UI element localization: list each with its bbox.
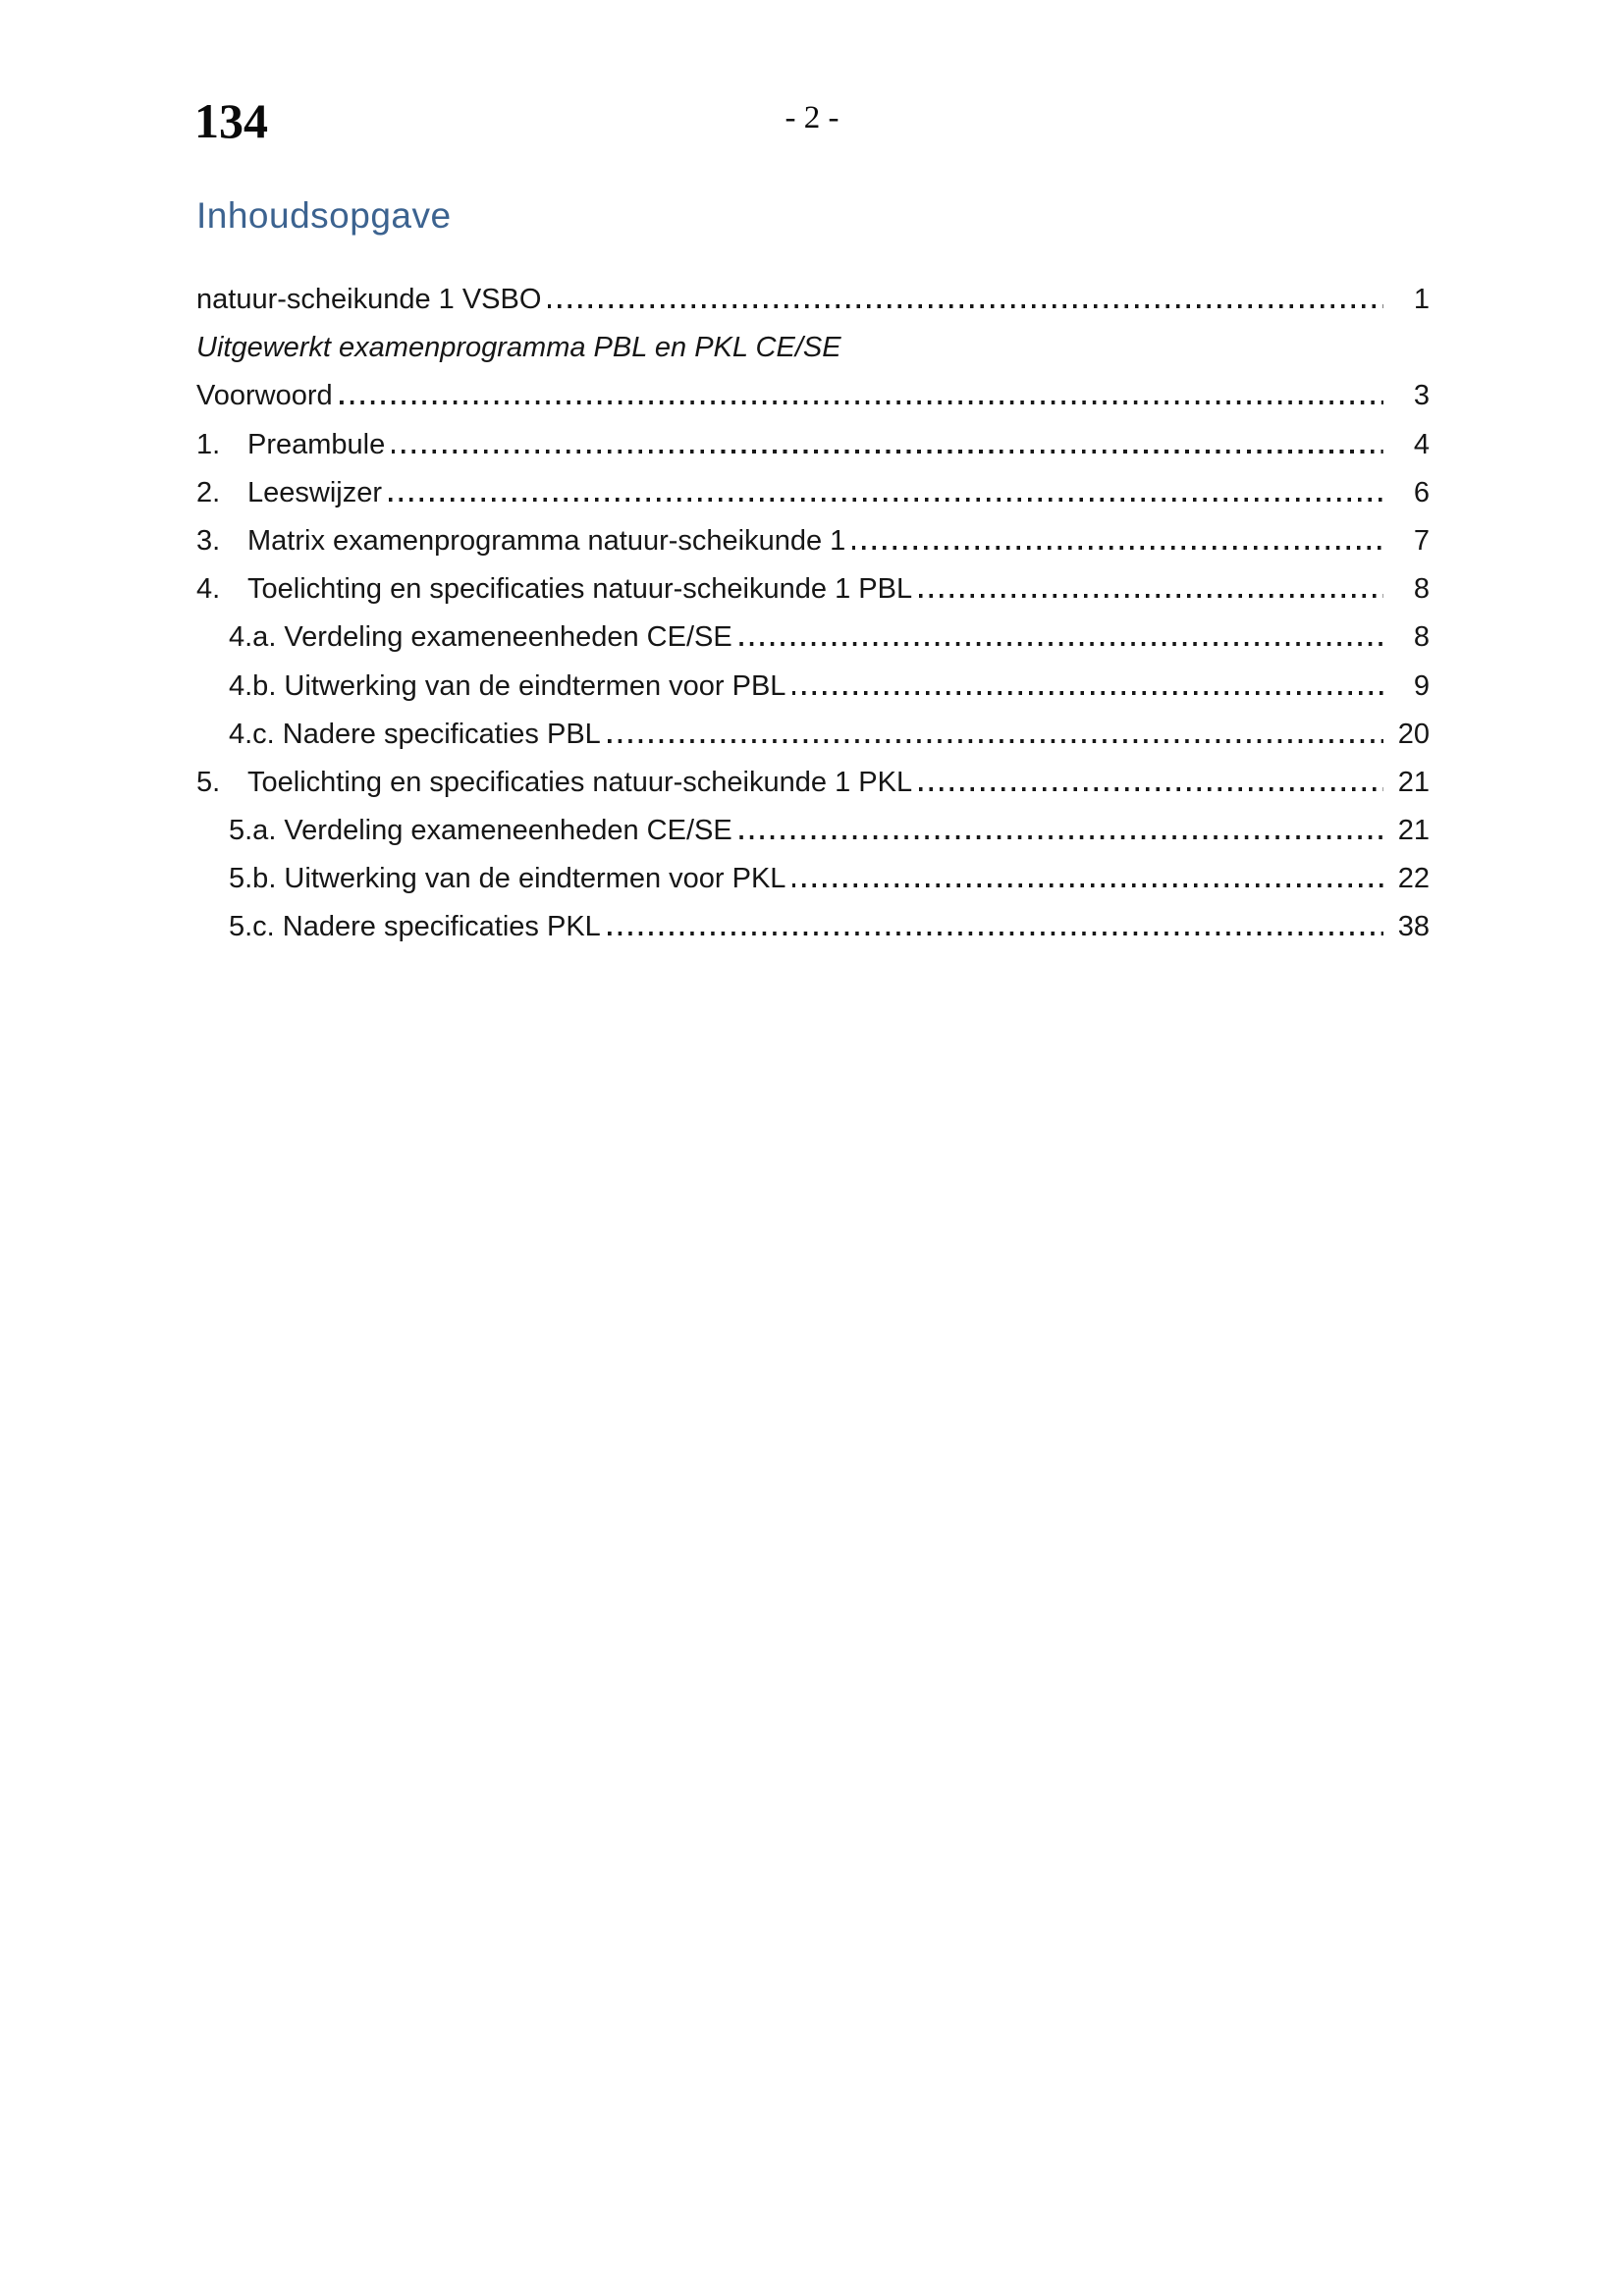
toc-leader-dots xyxy=(608,932,1383,935)
toc-entry-number: 3. xyxy=(196,524,221,557)
toc-row xyxy=(196,855,1430,903)
toc-entry-page: 7 xyxy=(1413,524,1430,557)
toc-leader-dots xyxy=(340,400,1383,404)
toc-entry-label: natuur-scheikunde 1 VSBO xyxy=(196,284,542,315)
toc-row xyxy=(196,421,1430,469)
toc-entry-label: 5.a. Verdeling exameneenheden CE/SE xyxy=(229,815,732,847)
toc-entry-page: 21 xyxy=(1397,766,1430,798)
toc-row xyxy=(196,759,1430,807)
toc-entry-label: Voorwoord xyxy=(196,380,333,412)
toc-row xyxy=(196,565,1430,614)
toc-row xyxy=(196,372,1430,420)
toc-leader-dots xyxy=(739,835,1383,839)
toc-entry-page: 8 xyxy=(1413,621,1430,654)
toc-entry-label: Toelichting en specificaties natuur-scheikunde 1 PBL xyxy=(247,573,913,606)
toc-entry-label: Uitgewerkt examenprogramma PBL en PKL CE/SE xyxy=(196,332,841,364)
toc-entry-page: 3 xyxy=(1413,380,1430,412)
toc-row xyxy=(196,807,1430,855)
toc-row xyxy=(196,903,1430,951)
toc-entry-page: 9 xyxy=(1413,669,1430,702)
toc-row xyxy=(196,469,1430,517)
toc-list xyxy=(196,276,1430,952)
toc-leader-dots xyxy=(792,691,1383,695)
header-page-number: - 2 - xyxy=(785,100,839,135)
toc-entry-label: Toelichting en specificaties natuur-scheikunde 1 PKL xyxy=(247,766,913,798)
toc-leader-dots xyxy=(392,450,1383,454)
toc-row xyxy=(196,711,1430,759)
toc-entry-number: 2. xyxy=(196,476,221,508)
toc-entry-page: 8 xyxy=(1413,573,1430,606)
toc-heading: Inhoudsopgave xyxy=(196,195,452,236)
toc-entry-label: 4.c. Nadere specificaties PBL xyxy=(229,718,601,750)
toc-row xyxy=(196,663,1430,711)
toc-entry-label: Preambule xyxy=(247,428,386,460)
toc-entry-page: 1 xyxy=(1413,284,1430,315)
toc-entry-page: 6 xyxy=(1413,476,1430,508)
toc-row xyxy=(196,517,1430,565)
toc-entry-label: 4.a. Verdeling exameneenheden CE/SE xyxy=(229,621,732,654)
toc-entry-page: 4 xyxy=(1413,428,1430,460)
toc-row xyxy=(196,614,1430,662)
toc-entry-label: 4.b. Uitwerking van de eindtermen voor PBL xyxy=(229,669,786,702)
toc-entry-label: 5.c. Nadere specificaties PKL xyxy=(229,911,601,943)
document-corner-number: 134 xyxy=(194,93,268,148)
toc-entry-page: 38 xyxy=(1397,911,1430,943)
toc-entry-label: 5.b. Uitwerking van de eindtermen voor PKL xyxy=(229,863,786,895)
toc-entry-number: 5. xyxy=(196,766,221,798)
toc-leader-dots xyxy=(792,883,1383,887)
toc-entry-label: Leeswijzer xyxy=(247,476,382,508)
toc-leader-dots xyxy=(739,642,1383,646)
toc-row xyxy=(196,324,1430,372)
toc-entry-label: Matrix examenprogramma natuur-scheikunde 1 xyxy=(247,524,846,557)
toc-leader-dots xyxy=(852,546,1383,550)
toc-leader-dots xyxy=(389,498,1383,502)
toc-entry-page: 22 xyxy=(1397,863,1430,895)
toc-leader-dots xyxy=(548,304,1383,308)
toc-leader-dots xyxy=(919,787,1383,791)
toc-leader-dots xyxy=(608,739,1383,743)
toc-leader-dots xyxy=(919,594,1383,598)
toc-entry-page: 20 xyxy=(1397,718,1430,750)
toc-entry-number: 1. xyxy=(196,428,221,460)
toc-entry-number: 4. xyxy=(196,573,221,606)
toc-row xyxy=(196,276,1430,324)
toc-entry-page: 21 xyxy=(1397,815,1430,847)
